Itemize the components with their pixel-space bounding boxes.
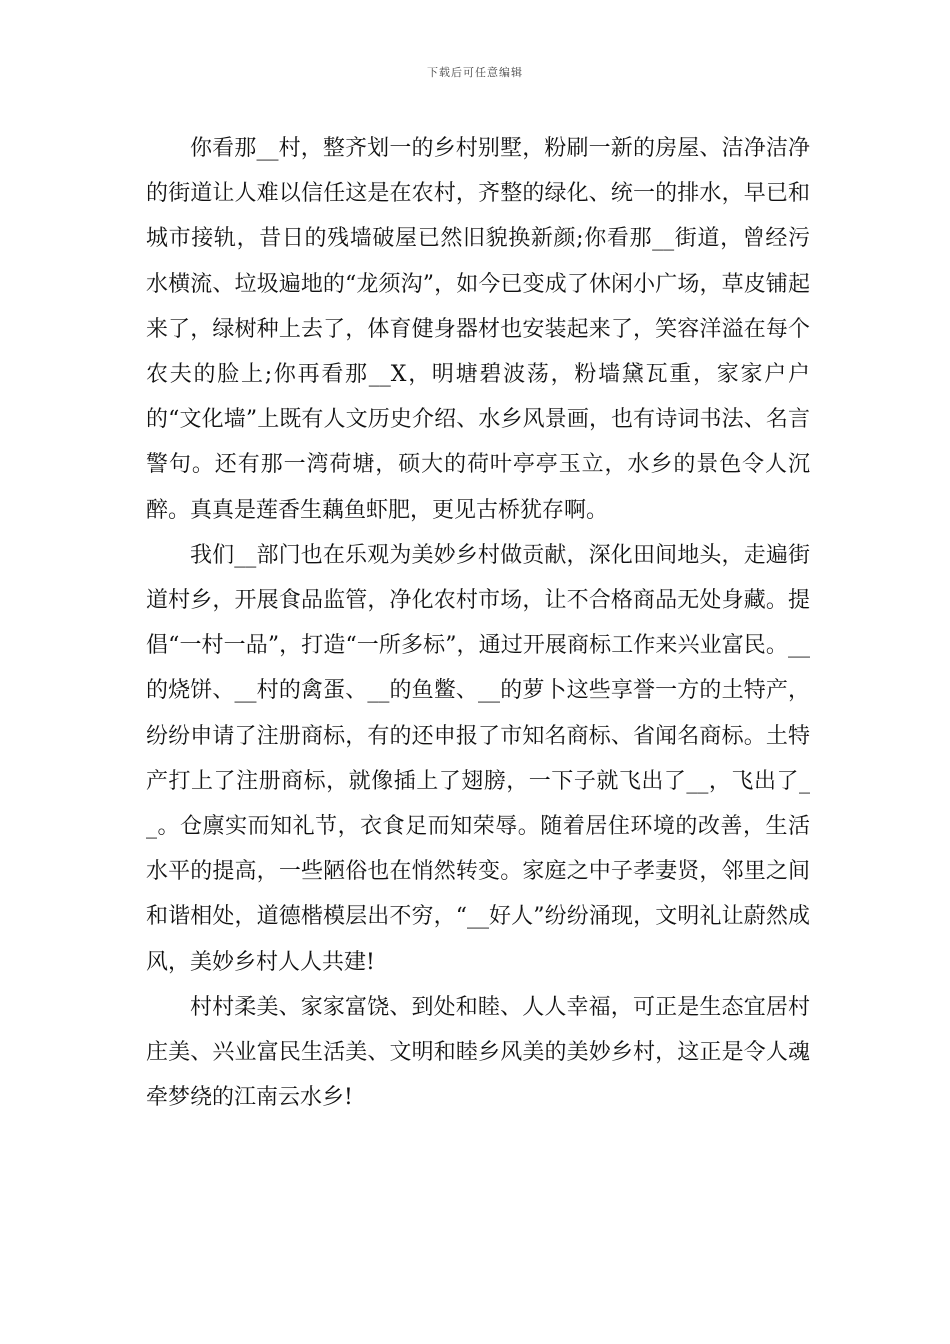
paragraph-department-contribution: 我们__部门也在乐观为美妙乡村做贡献，深化田间地头，走遍街道村乡，开展食品监管，净化农村市场，让不合格商品无处身藏。提倡“一村一品”，打造“一所多标”，通过开展商标工作来兴业富民。__的烧饼、__村的禽蛋、__的鱼鳖、__的萝卜这些享誉一方的土特产，纷纷申请了注册商标，有的还申报了市知名商标、省闻名商标。土特产打上了注册商标，就像插上了翅膀，一下子就飞出了__，飞出了__。仓廪实而知礼节，衣食足而知荣辱。随着居住环境的改善，生活水平的提高，一些陋俗也在悄然转变。家庭之中子孝妻贤，邻里之间和谐相处，道德楷模层出不穷，“__好人”纷纷涌现，文明礼让蔚然成风，美妙乡村人人共建!	[146, 542, 810, 975]
paragraph-conclusion: 村村柔美、家家富饶、到处和睦、人人幸福，可正是生态宜居村庄美、兴业富民生活美、文明和睦乡风美的美妙乡村，这正是令人魂牵梦绕的江南云水乡!	[146, 994, 810, 1111]
document-body	[146, 126, 810, 1120]
paragraph-village-scenery: 你看那__村，整齐划一的乡村别墅，粉刷一新的房屋、洁净洁净的街道让人难以信任这是在农村，齐整的绿化、统一的排水，早已和城市接轨，昔日的残墙破屋已然旧貌换新颜;你看那__街道，曾经污水横流、垃圾遍地的“龙须沟”，如今已变成了休闲小广场，草皮铺起来了，绿树种上去了，体育健身器材也安装起来了，笑容洋溢在每个农夫的脸上;你再看那__X，明塘碧波荡，粉墙黛瓦重，家家户户的“文化墙”上既有人文历史介绍、水乡风景画，也有诗词书法、名言警句。还有那一湾荷塘，硕大的荷叶亭亭玉立，水乡的景色令人沉醉。真真是莲香生藕鱼虾肥，更见古桥犹存啊。	[146, 136, 810, 523]
page-header: 下载后可任意编辑	[427, 66, 523, 79]
